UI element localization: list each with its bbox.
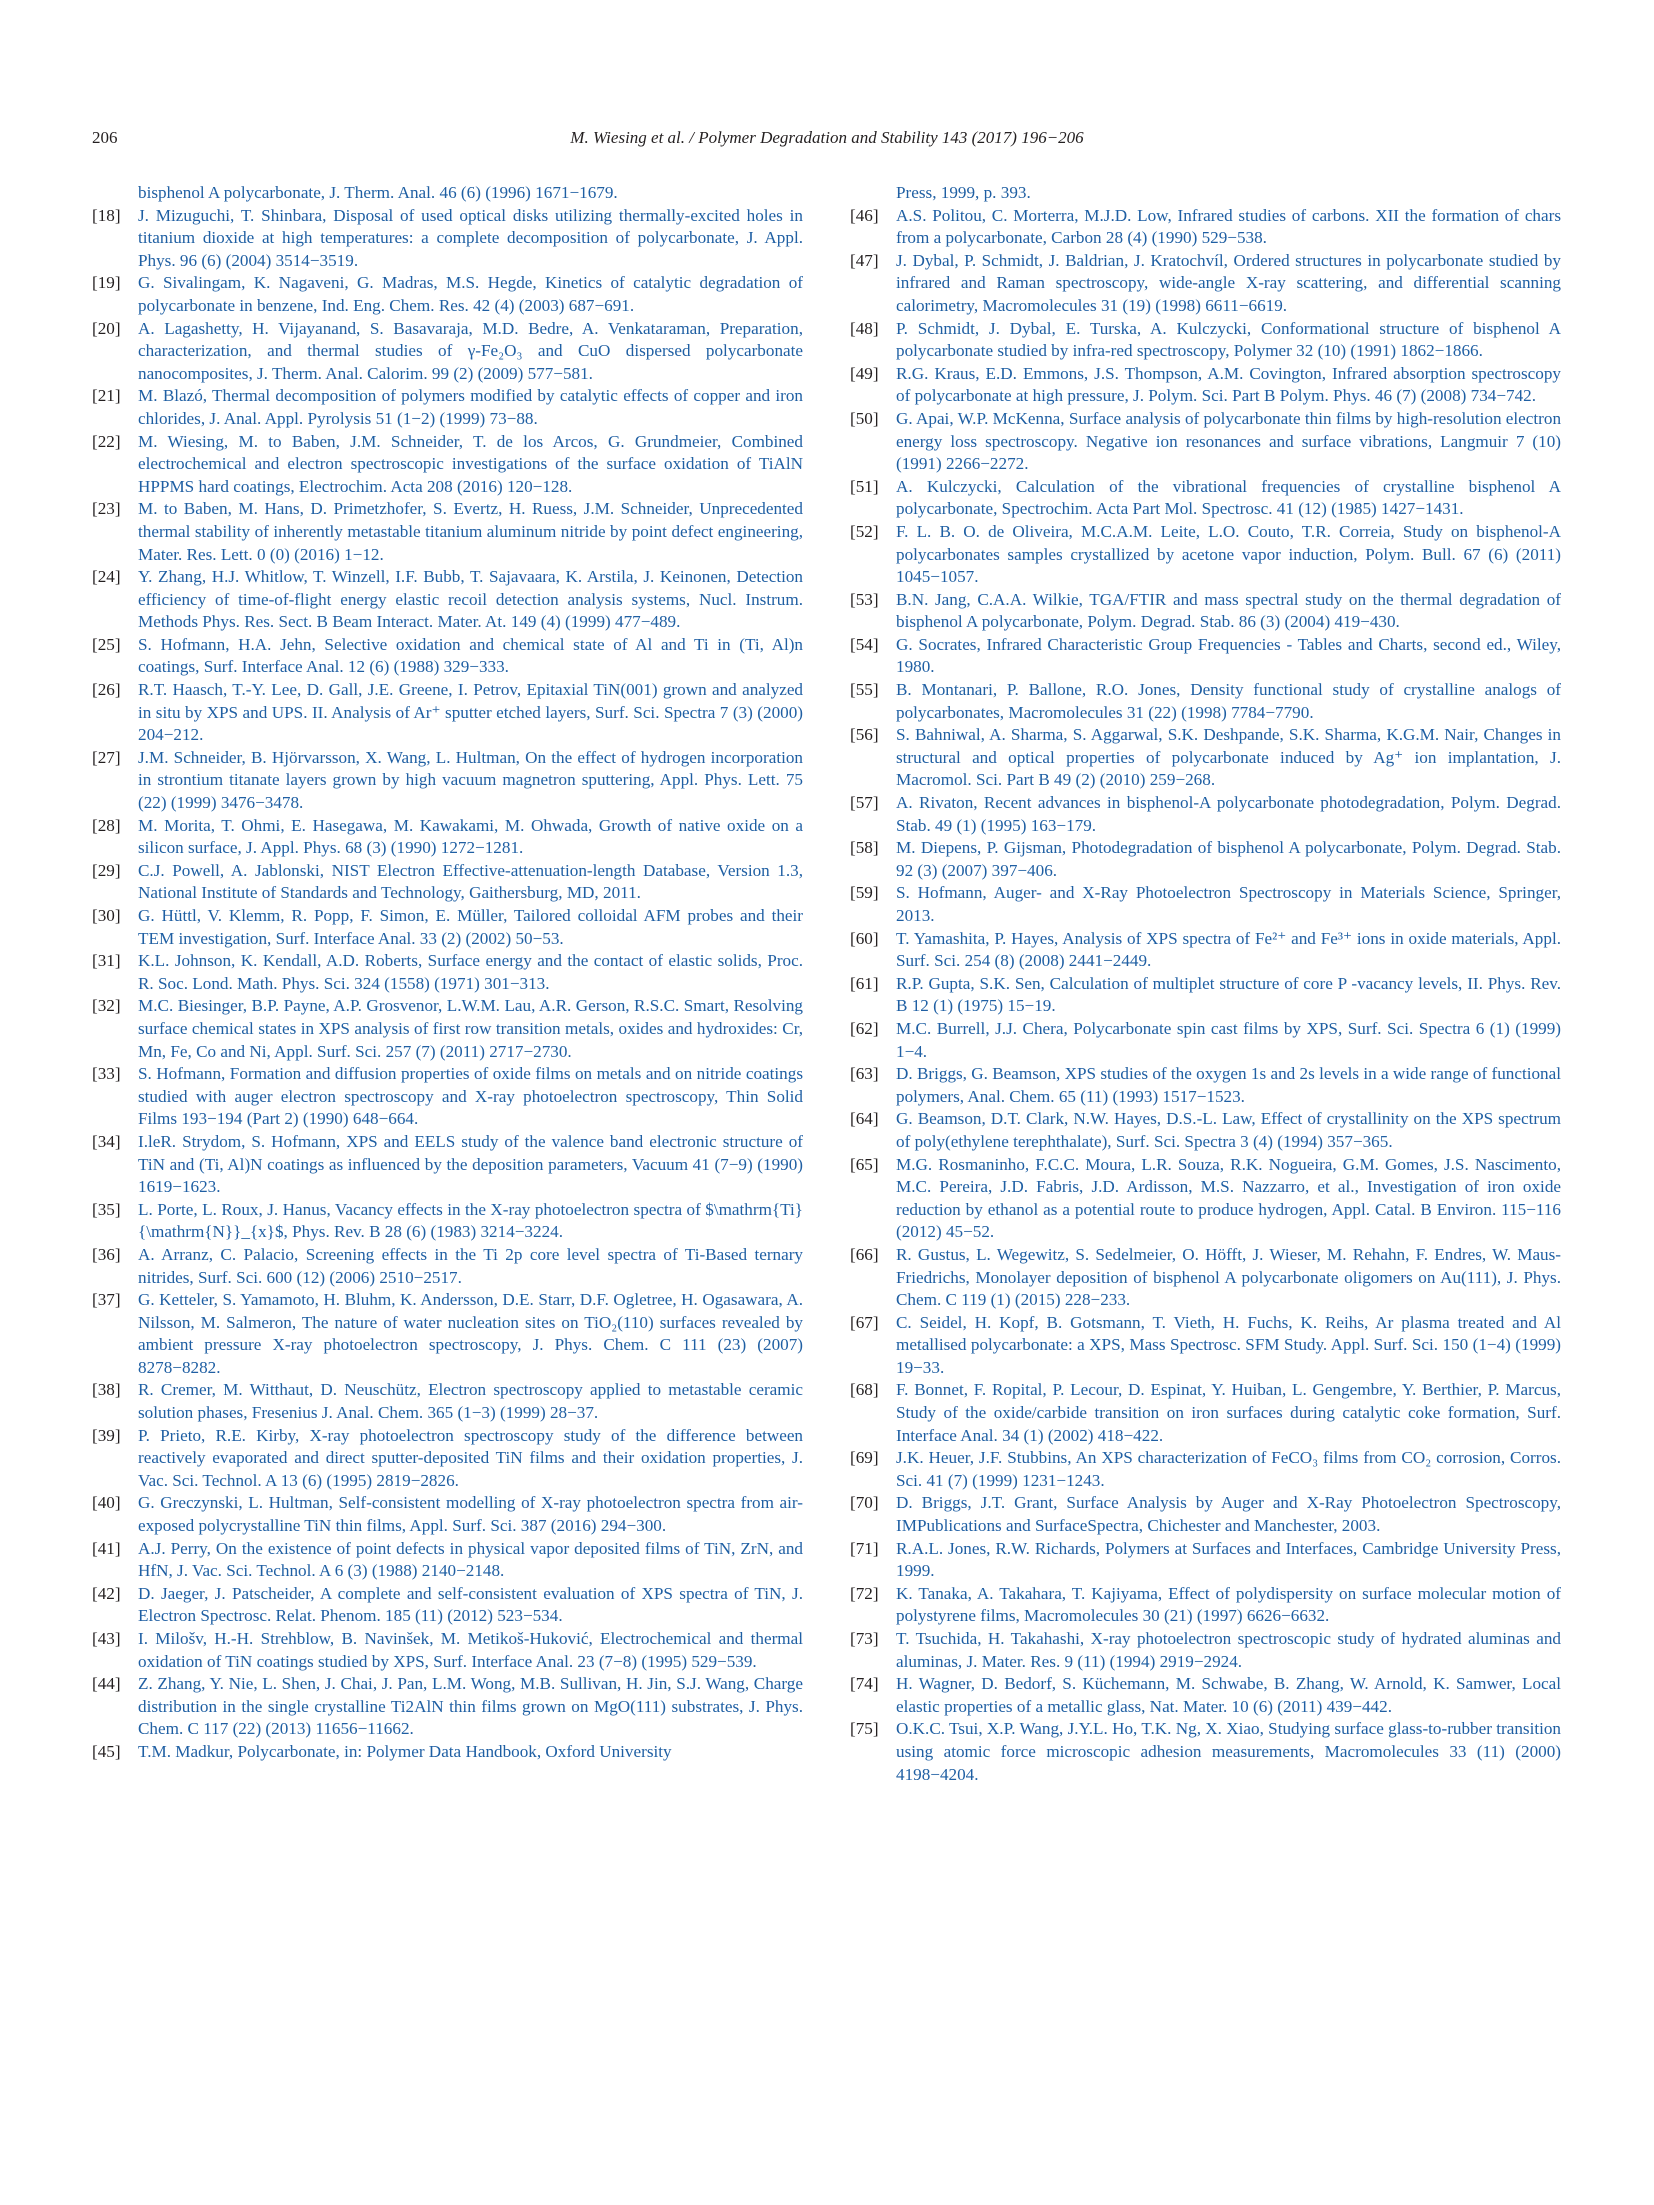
reference-number: [72] (850, 1583, 879, 1603)
reference-number: [46] (850, 205, 879, 225)
reference-link[interactable]: B.N. Jang, C.A.A. Wilkie, TGA/FTIR and mass spectral study on the thermal degradation of bisphenol A polycarbonate, Polym. Degrad. Stab. 86 (3) (2004) 419−430. (896, 589, 1561, 632)
reference-entry (850, 250, 1561, 318)
reference-number: [31] (92, 951, 121, 971)
reference-entry (850, 634, 1561, 679)
reference-number: [23] (92, 499, 121, 519)
reference-number: [37] (92, 1290, 121, 1310)
reference-number: [32] (92, 996, 121, 1016)
reference-number: [68] (850, 1380, 879, 1400)
reference-number: [73] (850, 1629, 879, 1648)
reference-entry (92, 950, 803, 995)
reference-number: [21] (92, 386, 121, 406)
reference-entry (92, 1583, 803, 1628)
reference-number: [61] (850, 973, 879, 993)
reference-entry (850, 1063, 1561, 1108)
reference-number: [44] (92, 1674, 121, 1694)
reference-entry (850, 408, 1561, 476)
reference-entry (850, 1154, 1561, 1244)
reference-number: [45] (92, 1741, 121, 1761)
reference-link[interactable]: bisphenol A polycarbonate, J. Therm. Anal. 46 (6) (1996) 1671−1679. (138, 183, 618, 202)
reference-link[interactable]: I.leR. Strydom, S. Hofmann, XPS and EELS study of the valence band electronic structure of TiN and (Ti, Al)N coatings as influenced by the deposition parameters, Vacuum 41 (7−9) (1990) 1619−1623. (138, 1131, 803, 1197)
reference-entry (850, 1244, 1561, 1312)
reference-entry (92, 1741, 803, 1764)
reference-number: [34] (92, 1131, 121, 1151)
reference-entry (92, 1379, 803, 1424)
reference-link[interactable]: C. Seidel, H. Kopf, B. Gotsmann, T. Vieth, H. Fuchs, K. Reihs, Ar plasma treated and Al metallised polycarbonate: a XPS, Mass Spectrosc. SFM Study. Appl. Surf. Sci. 150 (1−4) (1999) 19−33. (896, 1312, 1561, 1377)
reference-entry (92, 1244, 803, 1289)
reference-entry (850, 1673, 1561, 1718)
reference-entry (92, 860, 803, 905)
reference-number: [55] (850, 680, 879, 700)
page-number: 206 (92, 128, 118, 147)
reference-column-right (850, 182, 1561, 1786)
reference-link[interactable]: T.M. Madkur, Polycarbonate, in: Polymer Data Handbook, Oxford University (138, 1741, 672, 1761)
reference-number: [28] (92, 815, 121, 835)
reference-link[interactable]: M.C. Burrell, J.J. Chera, Polycarbonate spin cast films by XPS, Surf. Sci. Spectra 6 (1) (1999) 1−4. (896, 1018, 1561, 1061)
reference-entry (92, 905, 803, 950)
reference-link[interactable]: T. Yamashita, P. Hayes, Analysis of XPS spectra of Fe²⁺ and Fe³⁺ ions in oxide materials, Appl. Surf. Sci. 254 (8) (2008) 2441−2449. (896, 928, 1561, 971)
reference-number: [50] (850, 408, 879, 428)
reference-link[interactable]: R.T. Haasch, T.-Y. Lee, D. Gall, J.E. Greene, I. Petrov, Epitaxial TiN(001) grown and analyzed in situ by XPS and UPS. II. Analysis of Ar⁺ sputter etched layers, Surf. Sci. Spectra 7 (3) (2000) 204−212. (138, 680, 803, 745)
reference-entry (92, 1673, 803, 1741)
reference-number: [22] (92, 431, 121, 451)
reference-link[interactable]: D. Jaeger, J. Patscheider, A complete and self-consistent evaluation of XPS spectra of TiN, J. Electron Spectrosc. Relat. Phenom. 185 (11) (2012) 523−534. (138, 1583, 803, 1626)
reference-link[interactable]: Y. Zhang, H.J. Whitlow, T. Winzell, I.F. Bubb, T. Sajavaara, K. Arstila, J. Keinonen, Detection efficiency of time-of-flight energy elastic recoil detection analysis systems, Nucl. Instrum. Methods Phys. Res. Sect. B Beam Interact. Mater. At. 149 (4) (1999) 477−489. (138, 567, 803, 632)
reference-link[interactable]: S. Hofmann, Formation and diffusion properties of oxide films on metals and on nitride coatings studied with auger electron spectroscopy and X-ray photoelectron spectroscopy, Thin Solid Films 193−194 (Part 2) (1990) 648−664. (138, 1064, 803, 1129)
reference-number: [20] (92, 318, 121, 338)
reference-number: [60] (850, 928, 879, 948)
reference-link[interactable]: D. Briggs, J.T. Grant, Surface Analysis by Auger and X-Ray Photoelectron Spectroscopy, IMPublications and SurfaceSpectra, Chichester and Manchester, 2003. (896, 1493, 1561, 1536)
reference-entry (92, 995, 803, 1063)
reference-entry (92, 205, 803, 273)
reference-link[interactable]: M. Morita, T. Ohmi, E. Hasegawa, M. Kawakami, M. Ohwada, Growth of native oxide on a silicon surface, J. Appl. Phys. 68 (3) (1990) 1272−1281. (138, 815, 803, 858)
reference-link[interactable]: F. Bonnet, F. Ropital, P. Lecour, D. Espinat, Y. Huiban, L. Gengembre, Y. Berthier, P. Marcus, Study of the oxide/carbide transition on iron surfaces during catalytic coke formation, Surf. Interface Anal. 34 (1) (2002) 418−422. (896, 1380, 1561, 1445)
reference-entry (850, 1583, 1561, 1628)
reference-entry (92, 1199, 803, 1244)
reference-number: [69] (850, 1448, 879, 1468)
reference-link[interactable]: G. Beamson, D.T. Clark, N.W. Hayes, D.S.-L. Law, Effect of crystallinity on the XPS spectrum of poly(ethylene terephthalate), Surf. Sci. Spectra 3 (4) (1994) 357−365. (896, 1109, 1561, 1151)
reference-link[interactable]: O.K.C. Tsui, X.P. Wang, J.Y.L. Ho, T.K. Ng, X. Xiao, Studying surface glass-to-rubber transition using atomic force microscopic adhesion measurements, Macromolecules 33 (11) (2000) 4198−4204. (896, 1719, 1561, 1784)
reference-number: [53] (850, 589, 879, 609)
reference-entry (92, 182, 803, 205)
reference-link[interactable]: A. Arranz, C. Palacio, Screening effects in the Ti 2p core level spectra of Ti-Based ternary nitrides, Surf. Sci. 600 (12) (2006) 2510−2517. (138, 1244, 803, 1287)
reference-entry (850, 1718, 1561, 1786)
reference-number: [47] (850, 250, 879, 270)
reference-link[interactable]: C.J. Powell, A. Jablonski, NIST Electron Effective-attenuation-length Database, Version 1.3, National Institute of Standards and Technology, Gaithersburg, MD, 2011. (138, 860, 803, 903)
reference-number: [35] (92, 1199, 121, 1219)
reference-number: [38] (92, 1380, 121, 1400)
reference-entry (92, 747, 803, 815)
reference-link[interactable]: K. Tanaka, A. Takahara, T. Kajiyama, Effect of polydispersity on surface molecular motion of polystyrene films, Macromolecules 30 (21) (1997) 6626−6632. (896, 1583, 1561, 1626)
reference-link[interactable]: M. Blazó, Thermal decomposition of polymers modified by catalytic effects of copper and iron chlorides, J. Anal. Appl. Pyrolysis 51 (1−2) (1999) 73−88. (138, 386, 803, 428)
reference-number: [27] (92, 747, 121, 767)
reference-number: [54] (850, 634, 879, 654)
reference-entry (850, 1018, 1561, 1063)
reference-entry (92, 498, 803, 566)
reference-number: [33] (92, 1064, 121, 1084)
reference-number: [70] (850, 1493, 879, 1513)
reference-entry (92, 272, 803, 317)
reference-link[interactable]: J. Mizuguchi, T. Shinbara, Disposal of used optical disks utilizing thermally-excited holes in titanium dioxide at high temperatures: a complete decomposition of polycarbonate, J. Appl. Phys. 96 (6) (2004) 3514−3519. (138, 205, 803, 270)
reference-entry (92, 1538, 803, 1583)
reference-number: [52] (850, 521, 879, 541)
reference-number: [51] (850, 476, 879, 496)
reference-link[interactable]: G. Sivalingam, K. Nagaveni, G. Madras, M.S. Hegde, Kinetics of catalytic degradation of polycarbonate in benzene, Ind. Eng. Chem. Res. 42 (4) (2003) 687−691. (138, 273, 803, 315)
reference-entry (92, 1063, 803, 1131)
reference-link[interactable]: Press, 1999, p. 393. (896, 183, 1031, 202)
reference-link[interactable]: R.G. Kraus, E.D. Emmons, J.S. Thompson, A.M. Covington, Infrared absorption spectroscopy of polycarbonate at high pressure, J. Polym. Sci. Part B Polym. Phys. 46 (7) (2008) 734−742. (896, 363, 1561, 406)
reference-number: [58] (850, 838, 879, 858)
reference-link[interactable]: L. Porte, L. Roux, J. Hanus, Vacancy effects in the X-ray photoelectron spectra of $\mathrm{Ti}{\mathrm{N}}_{x}$, Phys. Rev. B 28 (6) (1983) 3214−3224. (138, 1199, 803, 1242)
reference-entry (850, 679, 1561, 724)
reference-link[interactable]: K.L. Johnson, K. Kendall, A.D. Roberts, Surface energy and the contact of elastic solids, Proc. R. Soc. Lond. Math. Phys. Sci. 324 (1558) (1971) 301−313. (138, 951, 803, 993)
reference-entry (850, 1538, 1561, 1583)
reference-entry (92, 679, 803, 747)
reference-entry (92, 1425, 803, 1493)
reference-link[interactable]: D. Briggs, G. Beamson, XPS studies of the oxygen 1s and 2s levels in a wide range of functional polymers, Anal. Chem. 65 (11) (1993) 1517−1523. (896, 1064, 1561, 1106)
reference-link[interactable]: S. Bahniwal, A. Sharma, S. Aggarwal, S.K. Deshpande, S.K. Sharma, K.G.M. Nair, Changes in structural and optical properties of polycarbonate induced by Ag⁺ ion implantation, J. Macromol. Sci. Part B 49 (2) (2010) 259−268. (896, 725, 1561, 790)
reference-link[interactable]: I. Milošv, H.-H. Strehblow, B. Navinšek, M. Metikoš-Huković, Electrochemical and thermal oxidation of TiN coatings studied by XPS, Surf. Interface Anal. 23 (7−8) (1995) 529−539. (138, 1629, 803, 1671)
reference-number: [74] (850, 1674, 879, 1694)
page-header (92, 128, 1562, 158)
reference-entry (850, 205, 1561, 250)
reference-link[interactable]: J.K. Heuer, J.F. Stubbins, An XPS characterization of FeCO₃ films from CO₂ corrosion, Corros. Sci. 41 (7) (1999) 1231−1243. (896, 1448, 1561, 1490)
reference-number: [64] (850, 1109, 879, 1129)
reference-link[interactable]: R.A.L. Jones, R.W. Richards, Polymers at Surfaces and Interfaces, Cambridge University Press, 1999. (896, 1538, 1561, 1581)
reference-number: [66] (850, 1244, 879, 1264)
reference-link[interactable]: T. Tsuchida, H. Takahashi, X-ray photoelectron spectroscopic study of hydrated aluminas and aluminas, J. Mater. Res. 9 (11) (1994) 2919−2924. (896, 1629, 1561, 1671)
reference-number: [29] (92, 860, 121, 880)
reference-link[interactable]: M. to Baben, M. Hans, D. Primetzhofer, S. Evertz, H. Ruess, J.M. Schneider, Unprecedented thermal stability of inherently metastable titanium aluminum nitride by point defect engineering, Mater. Res. Lett. 0 (0) (2016) 1−12. (138, 499, 803, 564)
reference-link[interactable]: H. Wagner, D. Bedorf, S. Küchemann, M. Schwabe, B. Zhang, W. Arnold, K. Samwer, Local elastic properties of a metallic glass, Nat. Mater. 10 (6) (2011) 439−442. (896, 1674, 1561, 1716)
reference-number: [39] (92, 1425, 121, 1445)
reference-entry (850, 792, 1561, 837)
reference-link[interactable]: F. L. B. O. de Oliveira, M.C.A.M. Leite, L.O. Couto, T.R. Correia, Study on bisphenol-A polycarbonates samples crystallized by acetone vapor induction, Polym. Bull. 67 (6) (2011) 1045−1057. (896, 521, 1561, 587)
reference-link[interactable]: G. Socrates, Infrared Characteristic Group Frequencies - Tables and Charts, second ed., Wiley, 1980. (896, 634, 1561, 677)
reference-number: [57] (850, 793, 879, 813)
reference-entry (92, 1289, 803, 1379)
reference-link[interactable]: M. Wiesing, M. to Baben, J.M. Schneider, T. de los Arcos, G. Grundmeier, Combined electrochemical and electron spectroscopic investigations of the surface oxidation of TiAlN HPPMS hard coatings, Electrochim. Acta 208 (2016) 120−128. (138, 431, 803, 496)
reference-entry (850, 521, 1561, 589)
reference-link[interactable]: A.S. Politou, C. Morterra, M.J.D. Low, Infrared studies of carbons. XII the formation of chars from a polycarbonate, Carbon 28 (4) (1990) 529−538. (896, 205, 1561, 248)
reference-link[interactable]: A.J. Perry, On the existence of point defects in physical vapor deposited films of TiN, ZrN, and HfN, J. Vac. Sci. Technol. A 6 (3) (1988) 2140−2148. (138, 1538, 803, 1581)
reference-link[interactable]: Z. Zhang, Y. Nie, L. Shen, J. Chai, J. Pan, L.M. Wong, M.B. Sullivan, H. Jin, S.J. Wang, Charge distribution in the single crystalline Ti2AlN thin films grown on MgO(111) substrates, J. Phys. Chem. C 117 (22) (2013) 11656−11662. (138, 1674, 803, 1739)
reference-entry (850, 973, 1561, 1018)
reference-link[interactable]: M.G. Rosmaninho, F.C.C. Moura, L.R. Souza, R.K. Nogueira, G.M. Gomes, J.S. Nascimento, M.C. Pereira, J.D. Fabris, J.D. Ardisson, M.S. Nazzarro, et al., Investigation of iron oxide reduction by ethanol as a potential route to produce hydrogen, Appl. Catal. B Environ. 115−116 (2012) 45−52. (896, 1154, 1561, 1242)
reference-entry (850, 1312, 1561, 1380)
reference-number: [26] (92, 680, 121, 700)
reference-link[interactable]: A. Rivaton, Recent advances in bisphenol-A polycarbonate photodegradation, Polym. Degrad. Stab. 49 (1) (1995) 163−179. (896, 793, 1561, 835)
reference-number: [41] (92, 1538, 121, 1558)
reference-link[interactable]: G. Apai, W.P. McKenna, Surface analysis of polycarbonate thin films by high-resolution electron energy loss spectroscopy. Negative ion resonances and surface vibrations, Langmuir 7 (10) (1991) 2266−2272. (896, 408, 1562, 474)
reference-entry (92, 815, 803, 860)
reference-entry (92, 431, 803, 499)
reference-entry (92, 1492, 803, 1537)
reference-number: [30] (92, 906, 121, 925)
reference-link[interactable]: R. Gustus, L. Wegewitz, S. Sedelmeier, O. Höfft, J. Wieser, M. Rehahn, F. Endres, W. Maus-Friedrichs, Monolayer deposition of bisphenol A polycarbonate oligomers on Au(111), J. Phys. Chem. C 119 (1) (2015) 228−233. (896, 1244, 1561, 1310)
reference-link[interactable]: M.C. Biesinger, B.P. Payne, A.P. Grosvenor, L.W.M. Lau, A.R. Gerson, R.S.C. Smart, Resolving surface chemical states in XPS analysis of first row transition metals, oxides and hydroxides: Cr, Mn, Fe, Co and Ni, Appl. Surf. Sci. 257 (7) (2011) 2717−2730. (138, 996, 803, 1061)
reference-entry (850, 363, 1561, 408)
reference-number: [18] (92, 205, 121, 225)
reference-number: [62] (850, 1018, 879, 1038)
reference-number: [59] (850, 883, 879, 903)
reference-number: [49] (850, 363, 879, 383)
reference-entry (92, 318, 803, 386)
running-title: M. Wiesing et al. / Polymer Degradation and Stability 143 (2017) 196−206 (570, 128, 1084, 147)
reference-link[interactable]: R.P. Gupta, S.K. Sen, Calculation of multiplet structure of core P -vacancy levels, II. Phys. Rev. B 12 (1) (1975) 15−19. (896, 973, 1561, 1016)
reference-number: [63] (850, 1064, 879, 1084)
reference-number: [36] (92, 1244, 121, 1264)
reference-number: [56] (850, 725, 879, 745)
reference-number: [19] (92, 273, 121, 293)
reference-entry (850, 1628, 1561, 1673)
reference-number: [25] (92, 634, 121, 654)
reference-link[interactable]: A. Lagashetty, H. Vijayanand, S. Basavaraja, M.D. Bedre, A. Venkataraman, Preparation, characterization, and thermal studies of γ-Fe₂O₃ and CuO dispersed polycarbonate nanocomposites, J. Therm. Anal. Calorim. 99 (2) (2009) 577−581. (138, 318, 803, 383)
reference-link[interactable]: J. Dybal, P. Schmidt, J. Baldrian, J. Kratochvíl, Ordered structures in polycarbonate studied by infrared and Raman spectroscopy, wide-angle X-ray scattering, and differential scanning calorimetry, Macromolecules 31 (19) (1998) 6611−6619. (896, 250, 1561, 315)
reference-entry (850, 318, 1561, 363)
reference-number: [48] (850, 318, 879, 338)
reference-entry (850, 837, 1561, 882)
reference-column-left (92, 182, 803, 1764)
reference-entry (850, 1492, 1561, 1537)
reference-number: [24] (92, 567, 121, 587)
reference-entry (92, 1628, 803, 1673)
reference-entry (92, 634, 803, 679)
reference-entry (850, 1379, 1561, 1447)
reference-entry (850, 882, 1561, 927)
reference-number: [65] (850, 1154, 879, 1174)
reference-entry (92, 1131, 803, 1199)
reference-link[interactable]: B. Montanari, P. Ballone, R.O. Jones, Density functional study of crystalline analogs of polycarbonates, Macromolecules 31 (22) (1998) 7784−7790. (896, 680, 1561, 722)
reference-link[interactable]: J.M. Schneider, B. Hjörvarsson, X. Wang, L. Hultman, On the effect of hydrogen incorporation in strontium titanate layers grown by high vacuum magnetron sputtering, Appl. Phys. Lett. 75 (22) (1999) 3476−3478. (138, 747, 803, 813)
reference-entry (92, 385, 803, 430)
reference-entry (850, 476, 1561, 521)
reference-entry (850, 724, 1561, 792)
reference-link[interactable]: G. Ketteler, S. Yamamoto, H. Bluhm, K. Andersson, D.E. Starr, D.F. Ogletree, H. Ogasawara, A. Nilsson, M. Salmeron, The nature of water nucleation sites on TiO₂(110) surfaces revealed by ambient pressure X-ray photoelectron spectroscopy, J. Phys. Chem. C 111 (23) (2007) 8278−8282. (138, 1290, 803, 1377)
reference-entry (850, 1447, 1561, 1492)
reference-number: [42] (92, 1583, 121, 1603)
reference-number: [75] (850, 1719, 879, 1739)
reference-entry (850, 928, 1561, 973)
reference-entry (850, 589, 1561, 634)
reference-link[interactable]: R. Cremer, M. Witthaut, D. Neuschütz, Electron spectroscopy applied to metastable ceramic solution phases, Fresenius J. Anal. Chem. 365 (1−3) (1999) 28−37. (138, 1380, 803, 1423)
reference-link[interactable]: S. Hofmann, Auger- and X-Ray Photoelectron Spectroscopy in Materials Science, Springer, 2013. (896, 883, 1561, 925)
reference-link[interactable]: P. Schmidt, J. Dybal, E. Turska, A. Kulczycki, Conformational structure of bisphenol A polycarbonate studied by infra-red spectroscopy, Polymer 32 (10) (1991) 1862−1866. (896, 318, 1561, 361)
reference-number: [71] (850, 1538, 879, 1558)
reference-number: [67] (850, 1312, 879, 1332)
reference-link[interactable]: G. Hüttl, V. Klemm, R. Popp, F. Simon, E. Müller, Tailored colloidal AFM probes and their TEM investigation, Surf. Interface Anal. 33 (2) (2002) 50−53. (138, 906, 803, 948)
reference-entry (850, 182, 1561, 205)
reference-link[interactable]: P. Prieto, R.E. Kirby, X-ray photoelectron spectroscopy study of the difference between reactively evaporated and direct sputter-deposited TiN films and their oxidation properties, J. Vac. Sci. Technol. A 13 (6) (1995) 2819−2826. (138, 1425, 803, 1490)
reference-link[interactable]: M. Diepens, P. Gijsman, Photodegradation of bisphenol A polycarbonate, Polym. Degrad. Stab. 92 (3) (2007) 397−406. (896, 838, 1561, 880)
reference-link[interactable]: S. Hofmann, H.A. Jehn, Selective oxidation and chemical state of Al and Ti in (Ti, Al)n coatings, Surf. Interface Anal. 12 (6) (1988) 329−333. (138, 634, 803, 677)
reference-number: [40] (92, 1493, 121, 1513)
reference-entry (92, 566, 803, 634)
reference-entry (850, 1108, 1561, 1153)
reference-link[interactable]: G. Greczynski, L. Hultman, Self-consistent modelling of X-ray photoelectron spectra from air-exposed polycrystalline TiN thin films, Appl. Surf. Sci. 387 (2016) 294−300. (138, 1493, 803, 1536)
reference-link[interactable]: A. Kulczycki, Calculation of the vibrational frequencies of crystalline bisphenol A polycarbonate, Spectrochim. Acta Part Mol. Spectrosc. 41 (12) (1985) 1427−1431. (896, 476, 1561, 519)
reference-number: [43] (92, 1629, 121, 1648)
